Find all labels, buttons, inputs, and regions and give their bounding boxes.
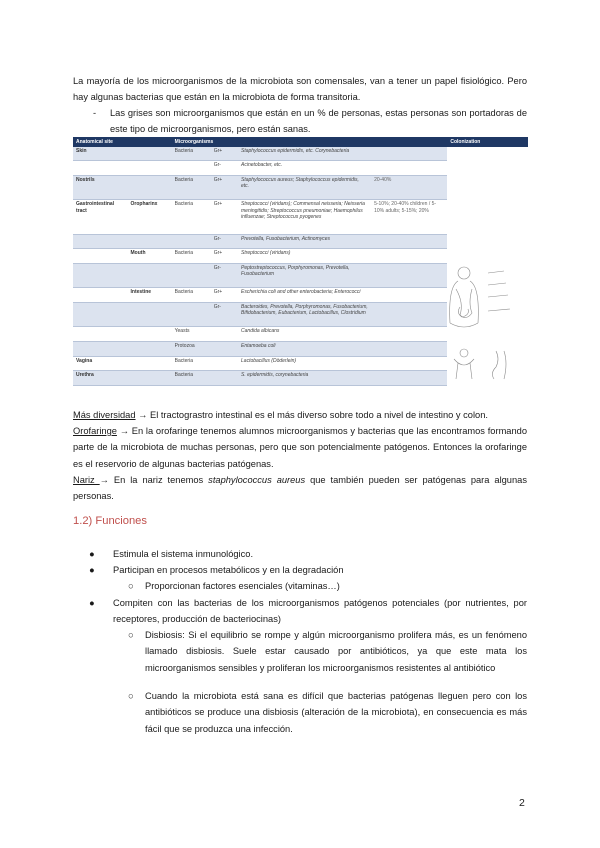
cell-anatomical-site: [73, 249, 128, 264]
bullet-circle-icon: ○: [128, 581, 134, 591]
sub-bullet-item: [128, 688, 527, 737]
cell-subsite: [128, 371, 172, 386]
para-text: → El tractograstro intestinal es el más diverso sobre todo a nivel de intestino y colon.: [135, 410, 488, 420]
cell-kind: Bacteria: [172, 175, 211, 199]
cell-anatomical-site: [73, 342, 128, 357]
cell-gram: [211, 371, 238, 386]
bullet-circle-icon: ○: [128, 630, 134, 640]
cell-gram: Gr+: [211, 175, 238, 199]
cell-organisms: Prevotella, Fusobacterium, Actinomyces: [238, 234, 371, 249]
cell-organisms: S. epidermidis, corynebacteria: [238, 371, 371, 386]
cell-subsite: [128, 234, 172, 249]
cell-subsite: Mouth: [128, 249, 172, 264]
cell-gram: Gr-: [211, 303, 238, 327]
cell-anatomical-site: [73, 161, 128, 176]
table-row: [73, 175, 528, 199]
para-mas-diversidad: [73, 407, 527, 423]
cell-organisms: Staphylococcus aureus; Staphylococcus epidermidis, etc.: [238, 175, 371, 199]
cell-kind: [172, 234, 211, 249]
cell-gram: Gr+: [211, 147, 238, 161]
cell-subsite: [128, 161, 172, 176]
bullet-text: Estimula el sistema inmunológico.: [113, 549, 254, 559]
cell-kind: Bacteria: [172, 200, 211, 234]
cell-organisms: Staphylococcus epidermidis, etc. Corynebacteria: [238, 147, 371, 161]
bullet-text: Compiten con las bacterias de los microorganismos patógenos potenciales (por nutrientes, por receptores, producción de bacteriocinas): [113, 598, 527, 625]
cell-organisms: Streptococci (viridans); Commensal neisseria; Neisseria meningitidis; Streptococcus pneumoniae; Haemophilus influenzae; Streptococcus pyogenes: [238, 200, 371, 234]
header-colonization: Colonization: [447, 137, 528, 147]
para-orofaringe: [73, 423, 527, 472]
cell-subsite: Intestine: [128, 288, 172, 303]
cell-gram: Gr-: [211, 234, 238, 249]
bullet-circle-icon: ○: [128, 691, 134, 701]
cell-gram: [211, 342, 238, 357]
cell-kind: Bacteria: [172, 288, 211, 303]
bullet-item: [89, 595, 527, 628]
cell-gram: Gr+: [211, 249, 238, 264]
cell-anatomical-site: Skin: [73, 147, 128, 161]
keyword-orofaringe: Orofaringe: [73, 426, 117, 436]
header-anatomical-site: Anatomical site: [73, 137, 172, 147]
cell-anatomical-site: Nostrils: [73, 175, 128, 199]
cell-anatomical-site: [73, 303, 128, 327]
page-number: 2: [519, 797, 525, 809]
cell-kind: Bacteria: [172, 356, 211, 371]
table-header: [73, 137, 528, 147]
cell-colonization: [371, 234, 447, 249]
intro-dash-item: [93, 105, 527, 138]
para-nariz: [73, 472, 527, 505]
keyword-nariz: Nariz: [73, 475, 100, 485]
cell-subsite: Oropharinx: [128, 200, 172, 234]
cell-gram: Gr+: [211, 200, 238, 234]
cell-kind: [172, 161, 211, 176]
bullet-item: [89, 562, 527, 578]
cell-kind: Bacteria: [172, 371, 211, 386]
cell-anatomical-site: [73, 263, 128, 287]
cell-colonization: [371, 249, 447, 264]
cell-gram: [211, 356, 238, 371]
cell-anatomical-site: [73, 234, 128, 249]
cell-organisms: Acinetobacter, etc.: [238, 161, 371, 176]
cell-subsite: [128, 147, 172, 161]
cell-kind: [172, 303, 211, 327]
cell-kind: Bacteria: [172, 249, 211, 264]
species-name: staphylococcus aureus: [208, 475, 306, 485]
para-text: que también pueden ser patógenas para algunas personas.: [73, 475, 527, 502]
cell-kind: Bacteria: [172, 147, 211, 161]
dash-marker: -: [93, 108, 97, 118]
intro-paragraph: La mayoría de los microorganismos de la microbiota son comensales, van a tener un papel fisiológico. Pero hay algunas bacterias que están en la microbiota de forma transitoria.: [73, 76, 527, 103]
header-microorganisms: Microorganisms: [172, 137, 448, 147]
sub-bullet-item: [128, 578, 527, 594]
cell-organisms: Entamoeba coli: [238, 342, 371, 357]
keyword-mas-diversidad: Más diversidad: [73, 410, 136, 420]
cell-subsite: [128, 356, 172, 371]
cell-kind: Protozoa: [172, 342, 211, 357]
sub-bullet-text: Proporcionan factores esenciales (vitaminas…): [145, 581, 340, 591]
cell-anatomical-site: Urethra: [73, 371, 128, 386]
cell-organisms: Peptostreptococcus, Porphyromonas, Prevotella, Fusobacterium: [238, 263, 371, 287]
cell-anatomical-site: [73, 327, 128, 342]
table-row: [73, 147, 528, 161]
cell-organisms: Escherichia coli and other enterobacteria; Enterococci: [238, 288, 371, 303]
cell-kind: [172, 263, 211, 287]
cell-subsite: [128, 263, 172, 287]
dash-item-text: Las grises son microorganismos que están en un % de personas, estas personas son portadoras de este tipo de microorganismos, pero están sanas.: [110, 108, 527, 135]
cell-colonization: 20-40%: [371, 175, 447, 199]
para-text: → En la nariz tenemos: [99, 475, 209, 485]
cell-colonization: [371, 161, 447, 176]
bullet-text: Participan en procesos metabólicos y en la degradación: [113, 565, 344, 575]
bullet-item: [89, 546, 527, 562]
cell-organisms: Bacteroides, Prevotella, Porphyromonas, Fusobacterium, Bifidobacterium, Eubacterium, Lactobacillus, Clostridium: [238, 303, 371, 327]
cell-organisms: Lactobacillus (Döderlein): [238, 356, 371, 371]
table-row: [73, 161, 528, 176]
table-row: [73, 200, 528, 234]
table-row: [73, 249, 528, 264]
cell-gram: Gr-: [211, 263, 238, 287]
cell-gram: Gr+: [211, 288, 238, 303]
bullet-dot-icon: ●: [89, 598, 95, 608]
cell-subsite: [128, 303, 172, 327]
cell-subsite: [128, 327, 172, 342]
section-heading-funciones: 1.2) Funciones: [73, 515, 148, 527]
table-row: [73, 234, 528, 249]
cell-gram: Gr-: [211, 161, 238, 176]
bullet-dot-icon: ●: [89, 549, 95, 559]
cell-anatomical-site: [73, 288, 128, 303]
sub-bullet-item: [128, 627, 527, 676]
sub-bullet-text: Cuando la microbiota está sana es difícil que bacterias patógenas lleguen pero con los antibióticos se produce una disbiosis (alteración de la microbiota), en consecuencia es más fácil que se produzca una infección.: [145, 691, 527, 734]
cell-kind: Yeasts: [172, 327, 211, 342]
cell-subsite: [128, 342, 172, 357]
cell-organisms: Streptococci (viridans): [238, 249, 371, 264]
cell-subsite: [128, 175, 172, 199]
body-anatomy-figure: [434, 263, 526, 383]
cell-gram: [211, 327, 238, 342]
cell-organisms: Candida albicans: [238, 327, 371, 342]
sub-bullet-text: Disbiosis: Si el equilibrio se rompe y algún microorganismo prolifera más, es un fenómeno llamado disbiosis. Suele estar causado por antibióticos, ya que este mata los microorganismos sensibles y proliferan los microorganismos resistentes al antibiótico: [145, 630, 527, 673]
bullet-dot-icon: ●: [89, 565, 95, 575]
cell-colonization: 5-10%; 20-40% children / 5-10% adults; 5-15%; 20%: [371, 200, 447, 234]
para-text: → En la orofaringe tenemos alumnos microorganismos y bacterias que las encontramos formando parte de la microbiota de muchas personas, pero que son potencialmente patógenos. Entonces la orofaringe es el reservorio de algunas bacterias patógenas.: [73, 426, 527, 469]
cell-colonization: [371, 147, 447, 161]
cell-anatomical-site: Gastrointestinal tract: [73, 200, 128, 234]
cell-anatomical-site: Vagina: [73, 356, 128, 371]
